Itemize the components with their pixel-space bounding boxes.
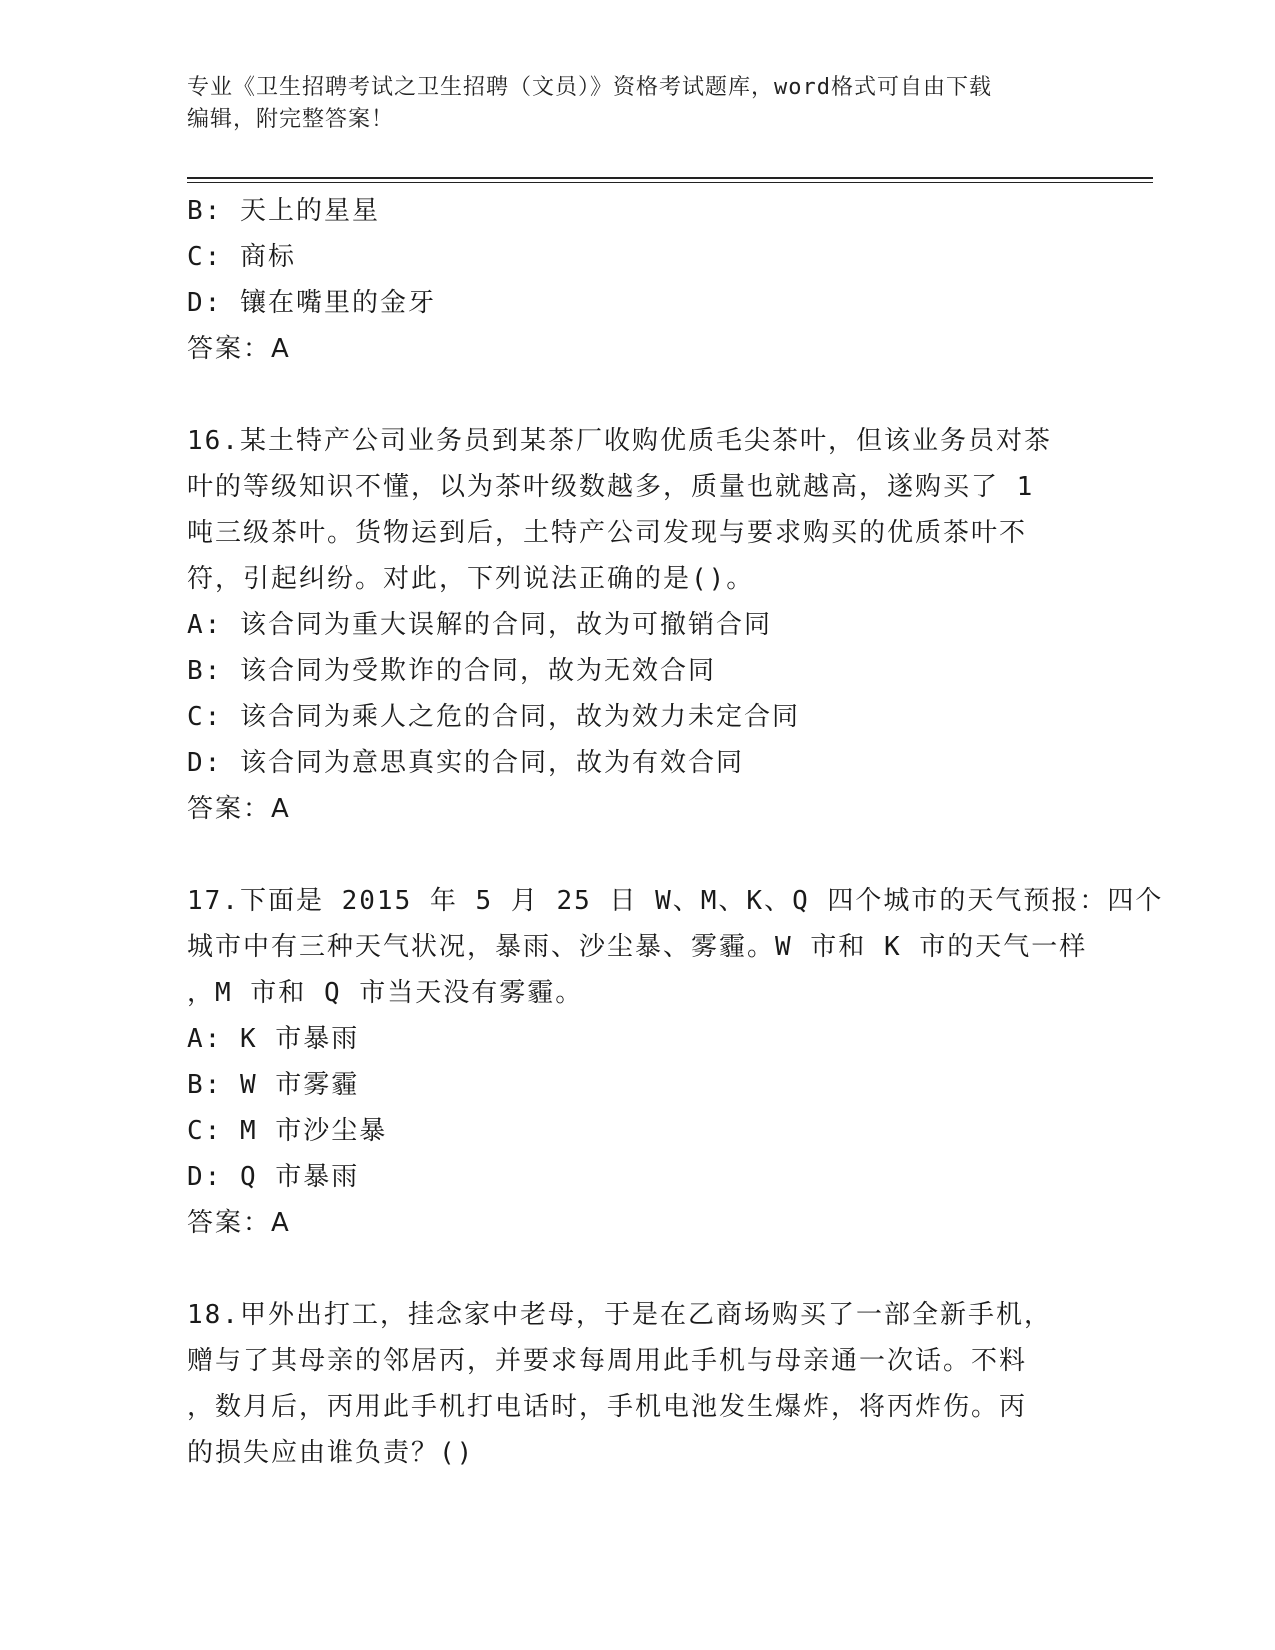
- question-15: [187, 188, 1087, 372]
- q17-option-c: C: M 市沙尘暴: [187, 1116, 388, 1146]
- q17-option-a: A: K 市暴雨: [187, 1024, 360, 1054]
- q15-option-b: B: 天上的星星: [187, 196, 380, 226]
- q16-stem-line-1: 16.某土特产公司业务员到某茶厂收购优质毛尖茶叶，但该业务员对茶: [187, 426, 1052, 456]
- q17-option-d: D: Q 市暴雨: [187, 1162, 360, 1192]
- q15-option-d: D: 镶在嘴里的金牙: [187, 288, 436, 318]
- q16-answer: 答案：A: [187, 794, 291, 824]
- q16-option-c: C: 该合同为乘人之危的合同，故为效力未定合同: [187, 702, 800, 732]
- q16-stem-line-4: 符，引起纠纷。对此，下列说法正确的是()。: [187, 564, 755, 594]
- q18-stem-line-1: 18.甲外出打工，挂念家中老母，于是在乙商场购买了一部全新手机，: [187, 1300, 1052, 1330]
- q16-option-a: A: 该合同为重大误解的合同，故为可撤销合同: [187, 610, 772, 640]
- question-16: [187, 418, 1087, 832]
- spacer: [187, 832, 1087, 878]
- q16-option-b: B: 该合同为受欺诈的合同，故为无效合同: [187, 656, 716, 686]
- spacer: [187, 1246, 1087, 1292]
- q18-stem-line-3: ，数月后，丙用此手机打电话时，手机电池发生爆炸，将丙炸伤。丙: [187, 1392, 1028, 1422]
- q17-answer: 答案：A: [187, 1208, 291, 1238]
- question-17: [187, 878, 1164, 1246]
- q17-stem-line-2: 城市中有三种天气状况，暴雨、沙尘暴、雾霾。W 市和 K 市的天气一样: [187, 932, 1088, 962]
- page-header: [187, 72, 1087, 136]
- q15-answer: 答案：A: [187, 334, 291, 364]
- document-body: [187, 188, 1164, 1476]
- q17-option-b: B: W 市雾霾: [187, 1070, 360, 1100]
- header-line-2: 编辑，附完整答案！: [187, 107, 395, 132]
- q18-stem-line-2: 赠与了其母亲的邻居丙，并要求每周用此手机与母亲通一次话。不料: [187, 1346, 1028, 1376]
- question-18: [187, 1292, 1087, 1476]
- q16-stem-line-2: 叶的等级知识不懂，以为茶叶级数越多，质量也就越高，遂购买了 1: [187, 472, 1035, 502]
- header-line-1: 专业《卫生招聘考试之卫生招聘（文员）》资格考试题库，word格式可自由下载: [187, 75, 992, 100]
- q15-option-c: C: 商标: [187, 242, 296, 272]
- q17-stem-line-1: 17.下面是 2015 年 5 月 25 日 W、M、K、Q 四个城市的天气预报：四个: [187, 886, 1164, 916]
- q16-option-d: D: 该合同为意思真实的合同，故为有效合同: [187, 748, 744, 778]
- header-rule-thick: [187, 177, 1153, 179]
- spacer: [187, 372, 1087, 418]
- q16-stem-line-3: 吨三级茶叶。货物运到后，土特产公司发现与要求购买的优质茶叶不: [187, 518, 1028, 548]
- header-rule-thin: [187, 182, 1153, 183]
- q18-stem-line-4: 的损失应由谁负责？(): [187, 1438, 475, 1468]
- q17-stem-line-3: ，M 市和 Q 市当天没有雾霾。: [187, 978, 584, 1008]
